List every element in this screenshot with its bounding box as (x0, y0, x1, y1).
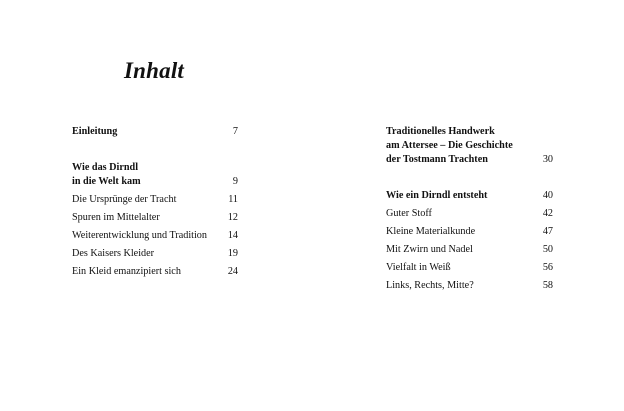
toc-entry-label: Traditionelles Handwerk am Attersee – Die Geschichte der Tostmann Trachten (386, 126, 513, 165)
toc-entry-dirndl-entsteht[interactable] (386, 189, 553, 203)
toc-entry-page: 30 (542, 154, 553, 165)
toc-entry-label: Die Ursprünge der Tracht (72, 194, 177, 205)
toc-entry-einleitung[interactable] (72, 125, 238, 139)
toc-entry-page: 42 (542, 208, 553, 219)
toc-entry-page: 11 (228, 194, 238, 205)
toc-entry-page: 47 (542, 226, 553, 237)
toc-entry-page: 56 (542, 262, 553, 273)
toc-entry-materialkunde[interactable] (386, 225, 553, 239)
toc-entry-label: Weiterentwicklung und Tradition (72, 230, 207, 241)
toc-entry-urspruenge[interactable] (72, 193, 238, 207)
toc-entry-page: 40 (542, 190, 553, 201)
toc-entry-kleid-emanzipiert[interactable] (72, 265, 238, 279)
toc-entry-wie-das-dirndl[interactable] (72, 161, 238, 189)
toc-entry-guter-stoff[interactable] (386, 207, 553, 221)
toc-entry-label: Ein Kleid emanzipiert sich (72, 266, 181, 277)
toc-entry-page: 58 (542, 280, 553, 291)
toc-entry-handwerk-attersee[interactable] (386, 125, 553, 167)
toc-entry-page: 7 (232, 126, 238, 137)
toc-entry-page: 50 (542, 244, 553, 255)
toc-entry-kaisers-kleider[interactable] (72, 247, 238, 261)
toc-entry-mittelalter[interactable] (72, 211, 238, 225)
toc-entry-label: Wie das Dirndl in die Welt kam (72, 162, 141, 187)
toc-entry-page: 14 (227, 230, 238, 241)
page-title: Inhalt (124, 58, 185, 83)
toc-entry-page: 12 (227, 212, 238, 223)
toc-entry-label: Kleine Materialkunde (386, 226, 476, 237)
toc-entry-vielfalt-weiss[interactable] (386, 261, 553, 275)
toc-entry-page: 24 (227, 266, 238, 277)
toc-entry-zwirn-nadel[interactable] (386, 243, 553, 257)
toc-entry-label: Wie ein Dirndl entsteht (386, 190, 488, 201)
toc-entry-page: 9 (232, 176, 238, 187)
toc-entry-weiterentwicklung[interactable] (72, 229, 238, 243)
toc-entry-label: Spuren im Mittelalter (72, 212, 160, 223)
toc-entry-label: Einleitung (72, 126, 118, 137)
toc-entry-label: Vielfalt in Weiß (386, 262, 451, 273)
toc-entry-label: Guter Stoff (386, 208, 432, 219)
toc-entry-label: Links, Rechts, Mitte? (386, 280, 474, 291)
toc-entry-label: Des Kaisers Kleider (72, 248, 155, 259)
toc-entry-page: 19 (227, 248, 238, 259)
toc-entry-label: Mit Zwirn und Nadel (386, 244, 473, 255)
toc-entry-links-rechts-mitte[interactable] (386, 279, 553, 293)
